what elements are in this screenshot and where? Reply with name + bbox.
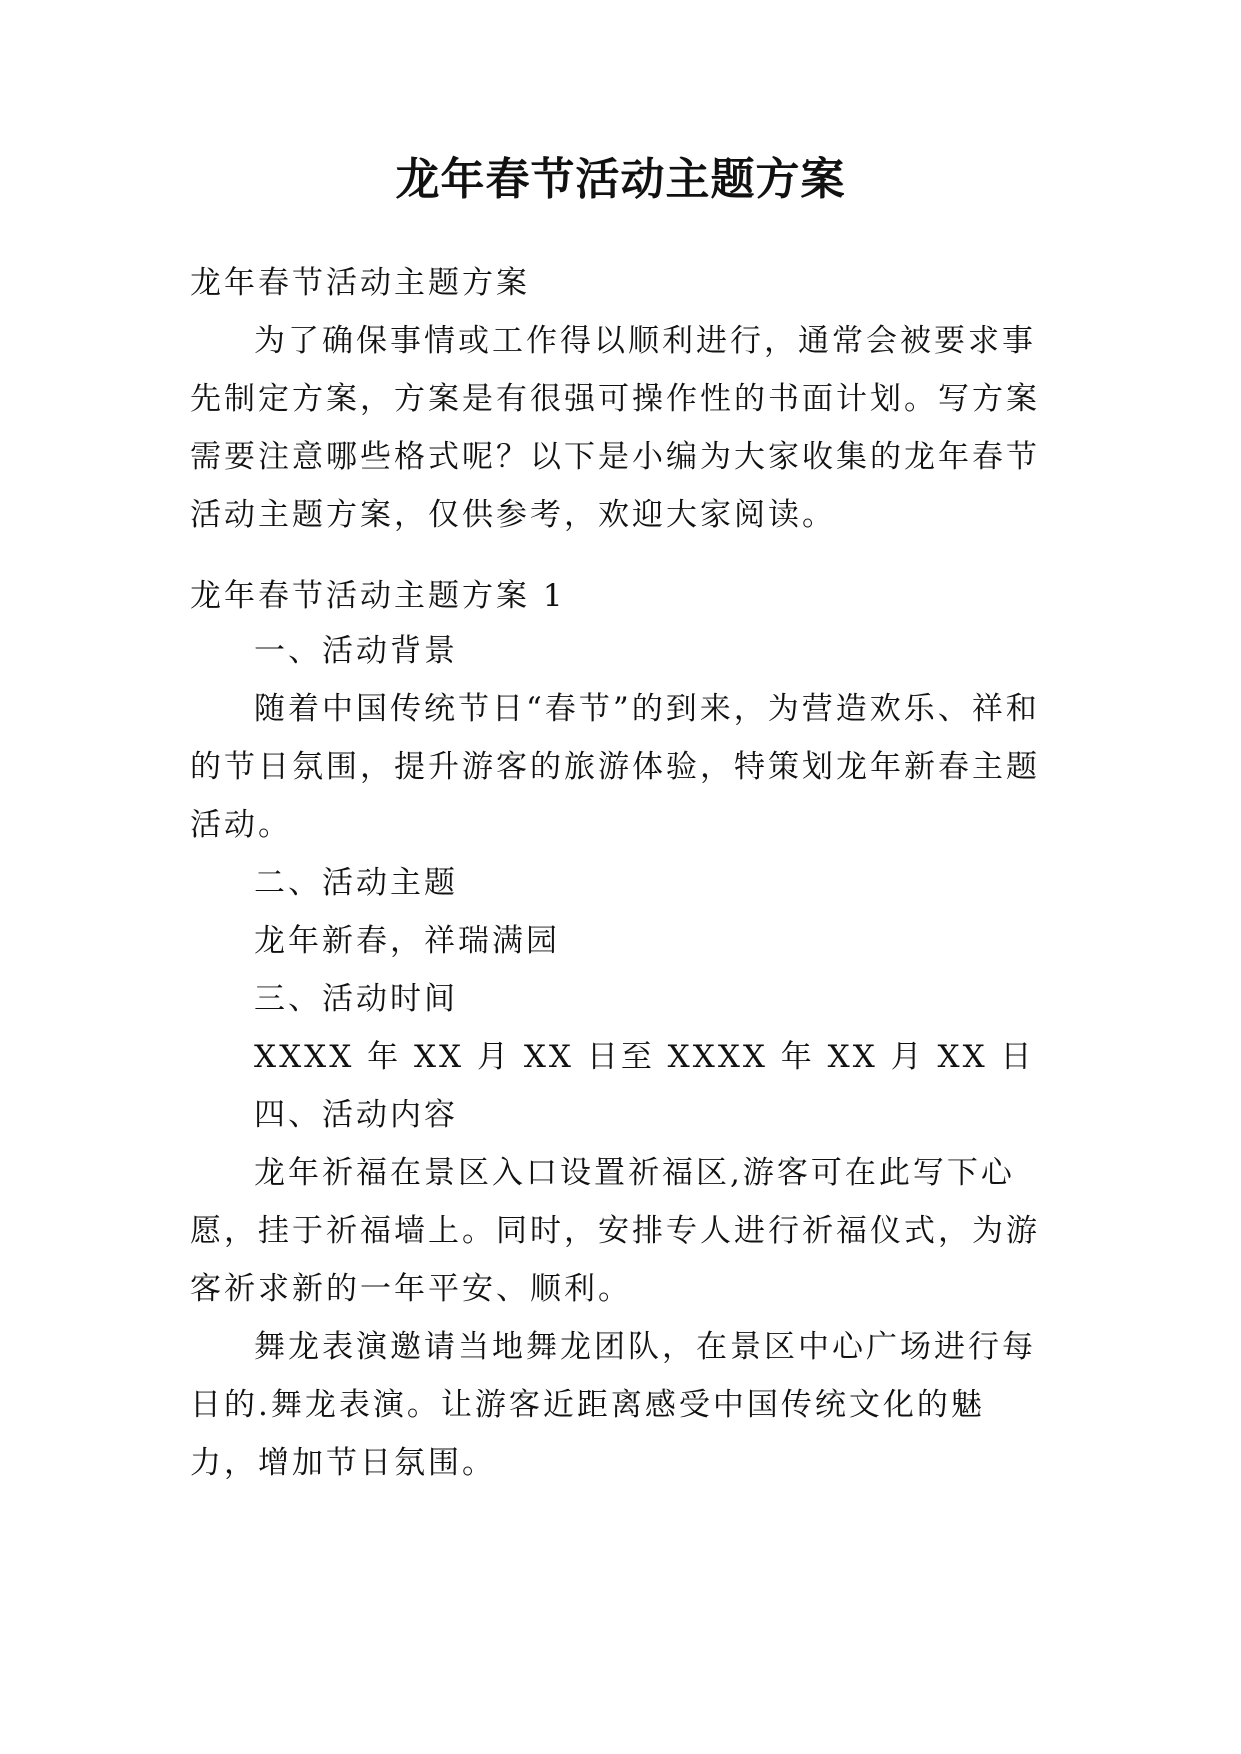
section-title: 龙年春节活动主题方案 1 — [190, 578, 566, 614]
intro-block — [190, 312, 1052, 544]
paragraph-time: XXXX 年 XX 月 XX 日至 XXXX 年 XX 月 XX 日 — [254, 1039, 1035, 1075]
intro-paragraph: 为了确保事情或工作得以顺利进行，通常会被要求事先制定方案，方案是有很强可操作性的书面计划。写方案需要注意哪些格式呢？以下是小编为大家收集的龙年春节活动主题方案，仅供参考，欢迎大家阅读。 — [190, 323, 1040, 533]
section-content — [190, 622, 1052, 1492]
paragraph-theme: 龙年新春，祥瑞满园 — [254, 923, 560, 959]
paragraph-blessing: 龙年祈福在景区入口设置祈福区,游客可在此写下心愿，挂于祈福墙上。同时，安排专人进行祈福仪式，为游客祈求新的一年平安、顺利。 — [190, 1155, 1040, 1307]
heading-content: 四、活动内容 — [254, 1097, 458, 1133]
heading-time: 三、活动时间 — [254, 981, 458, 1017]
document-subtitle: 龙年春节活动主题方案 — [190, 265, 530, 301]
document-title: 龙年春节活动主题方案 — [395, 154, 846, 205]
heading-theme: 二、活动主题 — [254, 865, 458, 901]
paragraph-background: 随着中国传统节日“春节”的到来，为营造欢乐、祥和的节日氛围，提升游客的旅游体验，特策划龙年新春主题活动。 — [190, 691, 1040, 843]
paragraph-dragon-dance: 舞龙表演邀请当地舞龙团队，在景区中心广场进行每日的.舞龙表演。让游客近距离感受中国传统文化的魅力，增加节日氛围。 — [190, 1329, 1036, 1481]
heading-background: 一、活动背景 — [254, 633, 458, 669]
